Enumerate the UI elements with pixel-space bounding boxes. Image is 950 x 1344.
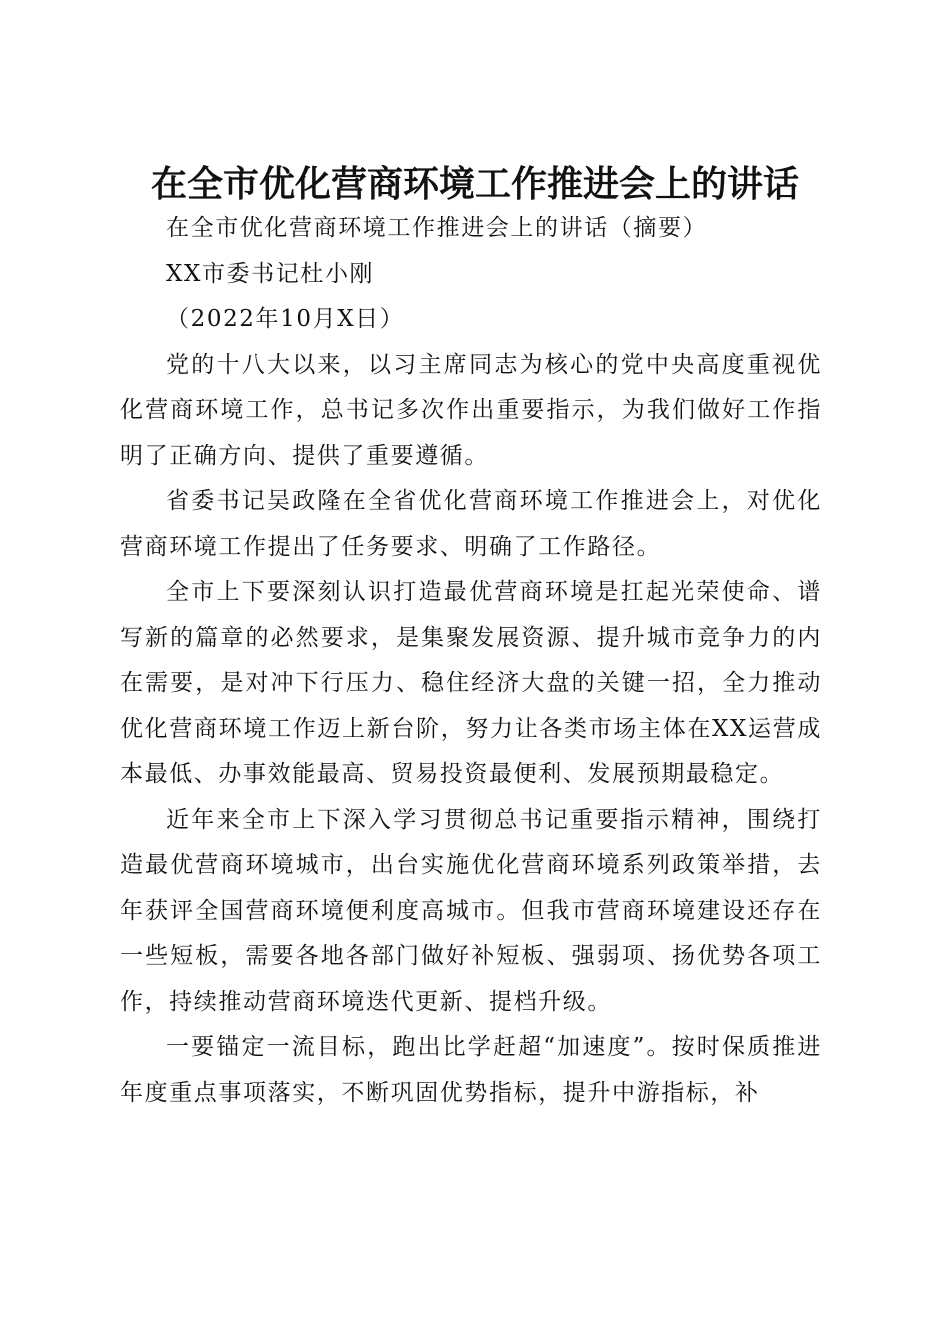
paragraph: 省委书记吴政隆在全省优化营商环境工作推进会上，对优化营商环境工作提出了任务要求、明确了工作路径。 xyxy=(120,488,822,560)
document-author: XX市委书记杜小刚 xyxy=(166,260,375,287)
paragraph: 一要锚定一流目标，跑出比学赶超“加速度”。按时保质推进年度重点事项落实，不断巩固优势指标，提升中游指标，补 xyxy=(120,1034,822,1106)
document-body xyxy=(120,206,822,1116)
document-title: 在全市优化营商环境工作推进会上的讲话 xyxy=(150,163,799,206)
document-date: （2022年10月X日） xyxy=(166,306,405,332)
document-subtitle: 在全市优化营商环境工作推进会上的讲话（摘要） xyxy=(166,215,708,241)
paragraph: 全市上下要深刻认识打造最优营商环境是扛起光荣使命、谱写新的篇章的必然要求，是集聚发展资源、提升城市竞争力的内在需要，是对冲下行压力、稳住经济大盘的关键一招，全力推动优化营商环境工作迈上新台阶，努力让各类市场主体在XX运营成本最低、办事效能最高、贸易投资最便利、发展预期最稳定。 xyxy=(120,579,822,787)
paragraph: 近年来全市上下深入学习贯彻总书记重要指示精神，围绕打造最优营商环境城市，出台实施优化营商环境系列政策举措，去年获评全国营商环境便利度高城市。但我市营商环境建设还存在一些短板，需要各地各部门做好补短板、强弱项、扬优势各项工作，持续推动营商环境迭代更新、提档升级。 xyxy=(120,806,822,1015)
paragraph: 党的十八大以来，以习主席同志为核心的党中央高度重视优化营商环境工作，总书记多次作出重要指示，为我们做好工作指明了正确方向、提供了重要遵循。 xyxy=(120,351,822,469)
